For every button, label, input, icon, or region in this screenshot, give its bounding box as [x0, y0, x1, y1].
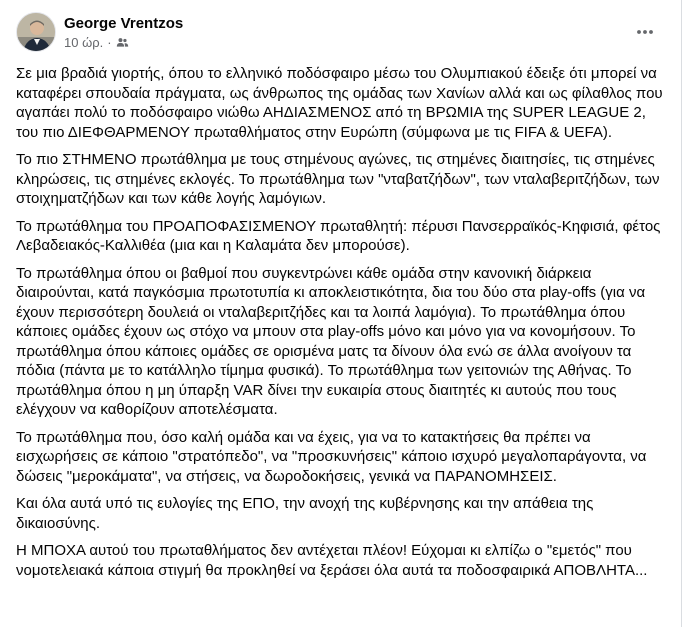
post-paragraph-7: Η ΜΠΟΧΑ αυτού του πρωταθλήματος δεν αντέχεται πλέον! Εύχομαι κι ελπίζω ο "εμετός" που νομοτελειακά κάποια στιγμή θα προκληθεί να ξεράσει όλα αυτά τα ποδοσφαιρικά ΑΠΟΒΛΗΤΑ...: [16, 542, 648, 579]
post-meta: [64, 34, 183, 51]
post-paragraph-1: Σε μια βραδιά γιορτής, όπου το ελληνικό ποδόσφαιρο μέσω του Ολυμπιακού έδειξε ότι μπορεί να καταφέρει σπουδαία πράγματα, ως άνθρωπος της ομάδας των Χανίων αλλά και ως φίλαθλος που αγαπάει πολύ το ποδόσφαιρο νιώθω ΑΗΔΙΑΣΜΕΝΟΣ από τη ΒΡΩΜΙΑ της SUPER LEAGUE 2, του πιο ΔΙΕΦΘΑΡΜΕΝΟΥ πρωταθλήματος στην Ευρώπη (σύμφωνα με τις FIFA & UEFA).: [16, 65, 663, 141]
post-body: [16, 64, 666, 588]
avatar-photo-icon: [17, 13, 56, 52]
post-header: [16, 12, 183, 52]
post-paragraph-6: Και όλα αυτά υπό τις ευλογίες της ΕΠΟ, την ανοχή της κυβέρνησης και την απάθεια της δικαιοσύνης.: [16, 495, 594, 532]
post-paragraph-5: Το πρωτάθλημα που, όσο καλή ομάδα και να έχεις, για να το κατακτήσεις θα πρέπει να εισχωρήσεις σε κάποιο "στρατόπεδο", να "προσκυνήσεις" κάποιο ισχυρό μεγαλοπαράγοντα, να δώσεις "μεροκάματα", να στήσεις, να δωροδοκήσεις, γενικά να ΠΑΡΑΝΟΜΗΣΕΙΣ.: [16, 428, 647, 485]
post-paragraph-3: Το πρωτάθλημα του ΠΡΟΑΠΟΦΑΣΙΣΜΕΝΟΥ πρωταθλητή: πέρυσι Πανσερραϊκός-Κηφισιά, φέτος Λεβαδειακός-Καλλιθέα (μια και η Καλαμάτα δεν μπορούσε).: [16, 217, 661, 254]
post-options-button[interactable]: [627, 14, 663, 50]
friends-icon[interactable]: [116, 36, 129, 49]
author-name[interactable]: George Vrentzos: [64, 14, 184, 32]
more-horizontal-icon: [635, 22, 655, 42]
post-timestamp[interactable]: 10 ώρ.: [64, 34, 104, 50]
meta-separator: ·: [107, 34, 112, 50]
author-block: [64, 14, 183, 51]
avatar[interactable]: [16, 12, 56, 52]
post-paragraph-4: Το πρωτάθλημα όπου οι βαθμοί που συγκεντρώνει κάθε ομάδα στην κανονική διάρκεια διαιρούνται, κατά παγκόσμια πρωτοτυπία κι αποκλειστικότητα, δια του δύο στα play-offs (για να έχουν περισσότερη δουλειά οι νταλαβεριτζήδες και τα λοιπά λαμόγια). Το πρωτάθλημα όπου κάποιες ομάδες έχουν ως στόχο να μπουν στα play-offs μόνο και μόνο για να κονομήσουν. Το πρωτάθλημα όπου κάποιες ομάδες σε ορισμένα ματς τα δίνουν όλα ενώ σε άλλα ανοίγουν τα πόδια (πάντα με το κατάλληλο τίμημα φυσικά). Το πρωτάθλημα των γειτονιών της Αθήνας. Το πρωτάθλημα όπου η μη ύπαρξη VAR δίνει την ευκαιρία στους διαιτητές κι αυτούς που τους ελέγχουν να καθορίζουν αποτελέσματα.: [16, 264, 646, 418]
post-paragraph-2: Το πιο ΣΤΗΜΕΝΟ πρωτάθλημα με τους στημένους αγώνες, τις στημένες διαιτησίες, τις στημένες κληρώσεις, τις στημένες εκλογές. Το πρωτάθλημα των "νταβατζήδων", των νταλαβεριτζήδων, των στοιχηματζήδων και των κάθε λογής λαμόγιων.: [16, 151, 660, 207]
